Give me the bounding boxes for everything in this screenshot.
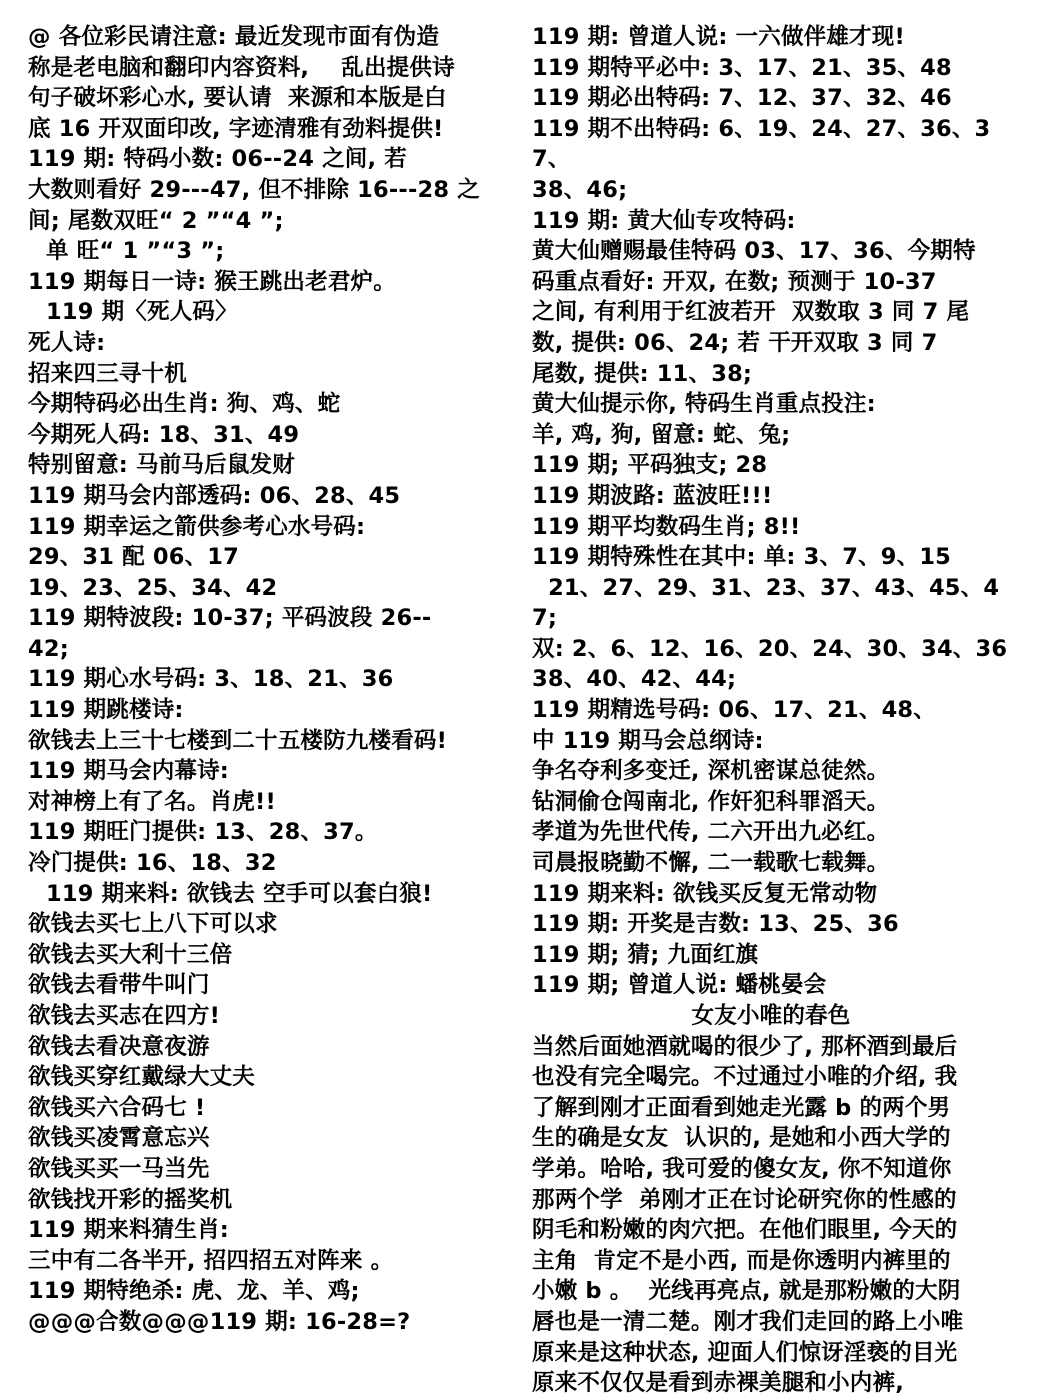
- text-line: 争名夺利多变迁, 深机密谋总徒然。: [532, 758, 890, 785]
- text-line: 码重点看好: 开双, 在数; 预测于 10-37: [532, 268, 937, 295]
- text-line: 大数则看好 29---47, 但不排除 16---28 之: [28, 176, 480, 203]
- text-line: 119 期每日一诗: 猴王跳出老君炉。: [28, 268, 396, 295]
- text-line: 三中有二各半开, 招四招五对阵来 。: [28, 1247, 394, 1274]
- text-line: 欲钱去买志在四方!: [28, 1003, 221, 1029]
- story-line: 原来是这种状态, 迎面人们惊讶淫亵的目光: [532, 1339, 958, 1366]
- story-line: 主角 肯定不是小西, 而是你透明内裤里的: [532, 1247, 951, 1274]
- text-line: 119 期; 平码独支; 28: [532, 452, 768, 479]
- text-line: 42;: [28, 635, 69, 662]
- text-line: 欲钱去看决意夜游: [28, 1033, 210, 1060]
- text-line: 38、40、42、44;: [532, 666, 737, 693]
- text-line: 119 期特波段: 10-37; 平码波段 26--: [28, 605, 432, 632]
- text-line: 119 期心水号码: 3、18、21、36: [28, 666, 394, 693]
- text-line: 司晨报晓勤不懈, 二一载歌七载舞。: [532, 850, 890, 877]
- text-line: 19、23、25、34、42: [28, 574, 278, 601]
- text-line: 21、27、29、31、23、37、43、45、47;: [532, 574, 1000, 632]
- text-line: 招来四三寻十机: [28, 360, 187, 387]
- text-line: 119 期: 特码小数: 06--24 之间, 若: [28, 146, 407, 173]
- story-line: 阴毛和粉嫩的肉穴把。在他们眼里, 今天的: [532, 1217, 958, 1244]
- text-line: 119 期马会内幕诗:: [28, 758, 229, 785]
- text-line: 欲钱买六合码七 !: [28, 1094, 206, 1121]
- story-line: 那两个学 弟刚才正在讨论研究你的性感的: [532, 1186, 957, 1213]
- text-line: 欲钱买凌霄意忘兴: [28, 1125, 210, 1152]
- text-line: 欲钱找开彩的摇奖机: [28, 1186, 233, 1213]
- text-line: 欲钱去买七上八下可以求: [28, 911, 278, 938]
- text-line: @@@合数@@@119 期: 16-28=?: [28, 1308, 411, 1335]
- text-line: 119 期特殊性在其中: 单: 3、7、9、15: [532, 544, 952, 571]
- text-line: 欲钱买买一马当先: [28, 1155, 210, 1182]
- story-line: 当然后面她酒就喝的很少了, 那杯酒到最后: [532, 1033, 958, 1060]
- text-line: 底 16 开双面印改, 字迹清雅有劲料提供!: [28, 115, 444, 142]
- text-line: 今期死人码: 18、31、49: [28, 421, 300, 448]
- text-line: 双: 2、6、12、16、20、24、30、34、36: [532, 635, 1008, 662]
- text-line: 119 期来料: 欲钱去 空手可以套白狼!: [46, 880, 433, 907]
- left-column: [28, 22, 506, 1338]
- text-line: 119 期: 曾道人说: 一六做伴雄才现!: [532, 24, 905, 50]
- story-line: 原来不仅仅是看到赤裸美腿和小内裤,: [532, 1370, 904, 1397]
- text-line: 119 期跳楼诗:: [28, 697, 184, 724]
- text-line: 之间, 有利用于红波若开 双数取 3 同 7 尾: [532, 299, 970, 326]
- text-line: 119 期精选号码: 06、17、21、48、: [532, 697, 936, 724]
- text-line: 称是老电脑和翻印内容资料, 乱出提供诗: [28, 54, 455, 81]
- story-line: 了解到刚才正面看到她走光露 b 的两个男: [532, 1094, 951, 1121]
- text-line: 尾数, 提供: 11、38;: [532, 360, 753, 387]
- text-line: 数, 提供: 06、24; 若 干开双取 3 同 7: [532, 329, 938, 356]
- text-line: 特别留意: 马前马后鼠发财: [28, 452, 295, 479]
- text-line: 119 期幸运之箭供参考心水号码:: [28, 513, 366, 540]
- story-line: 也没有完全喝完。不过通过小唯的介绍, 我: [532, 1064, 958, 1091]
- text-line: @ 各位彩民请注意: 最近发现市面有伪造: [28, 24, 440, 50]
- text-line: 冷门提供: 16、18、32: [28, 850, 277, 877]
- text-line: 119 期〈死人码〉: [46, 299, 238, 326]
- text-line: 119 期特绝杀: 虎、龙、羊、鸡;: [28, 1278, 360, 1305]
- text-line: 羊, 鸡, 狗, 留意: 蛇、兔;: [532, 421, 791, 448]
- story-line: 学弟。哈哈, 我可爱的傻女友, 你不知道你: [532, 1155, 952, 1182]
- text-line: 119 期旺门提供: 13、28、37。: [28, 819, 378, 846]
- text-line: 欲钱去买大利十三倍: [28, 941, 233, 968]
- story-heading: 女友小唯的春色: [691, 1003, 851, 1029]
- text-line: 中 119 期马会总纲诗:: [532, 727, 764, 754]
- text-line: 欲钱买穿红戴绿大丈夫: [28, 1064, 256, 1091]
- text-line: 119 期波路: 蓝波旺!!!: [532, 482, 773, 509]
- text-line: 间; 尾数双旺“ 2 ”“4 ”;: [28, 207, 284, 234]
- story-line: 生的确是女友 认识的, 是她和小西大学的: [532, 1125, 951, 1152]
- text-line: 29、31 配 06、17: [28, 544, 240, 571]
- two-column-layout: [28, 22, 1023, 1399]
- text-line: 119 期; 猜; 九面红旗: [532, 941, 759, 968]
- right-column: [532, 22, 1010, 1399]
- text-line: 单 旺“ 1 ”“3 ”;: [46, 238, 225, 265]
- text-line: 欲钱去看带牛叫门: [28, 972, 210, 999]
- text-line: 死人诗:: [28, 329, 106, 356]
- text-line: 钻洞偷仓闯南北, 作奸犯科罪滔天。: [532, 788, 890, 815]
- text-line: 孝道为先世代传, 二六开出九必红。: [532, 819, 890, 846]
- text-line: 119 期: 开奖是吉数: 13、25、36: [532, 911, 899, 938]
- text-line: 119 期必出特码: 7、12、37、32、46: [532, 85, 952, 112]
- text-line: 对神榜上有了名。肖虎!!: [28, 788, 276, 815]
- text-line: 119 期来料猜生肖:: [28, 1217, 229, 1244]
- text-line: 119 期不出特码: 6、19、24、27、36、37、: [532, 115, 991, 173]
- text-line: 119 期平均数码生肖; 8!!: [532, 513, 801, 540]
- text-line: 119 期; 曾道人说: 蟠桃晏会: [532, 972, 827, 999]
- text-line: 119 期马会内部透码: 06、28、45: [28, 482, 401, 509]
- text-line: 119 期: 黄大仙专攻特码:: [532, 207, 796, 234]
- text-line: 黄大仙赠赐最佳特码 03、17、36、今期特: [532, 238, 976, 265]
- text-line: 38、46;: [532, 176, 628, 203]
- text-line: 黄大仙提示你, 特码生肖重点投注:: [532, 391, 876, 418]
- story-line: 唇也是一清二楚。刚才我们走回的路上小唯: [532, 1308, 964, 1335]
- story-line: 小嫩 b 。 光线再亮点, 就是那粉嫩的大阴: [532, 1278, 961, 1305]
- text-line: 欲钱去上三十七楼到二十五楼防九楼看码!: [28, 727, 448, 754]
- text-line: 今期特码必出生肖: 狗、鸡、蛇: [28, 391, 341, 418]
- text-line: 119 期特平必中: 3、17、21、35、48: [532, 54, 952, 81]
- text-line: 119 期来料: 欲钱买反复无常动物: [532, 880, 878, 907]
- text-line: 句子破坏彩心水, 要认请 来源和本版是白: [28, 85, 447, 112]
